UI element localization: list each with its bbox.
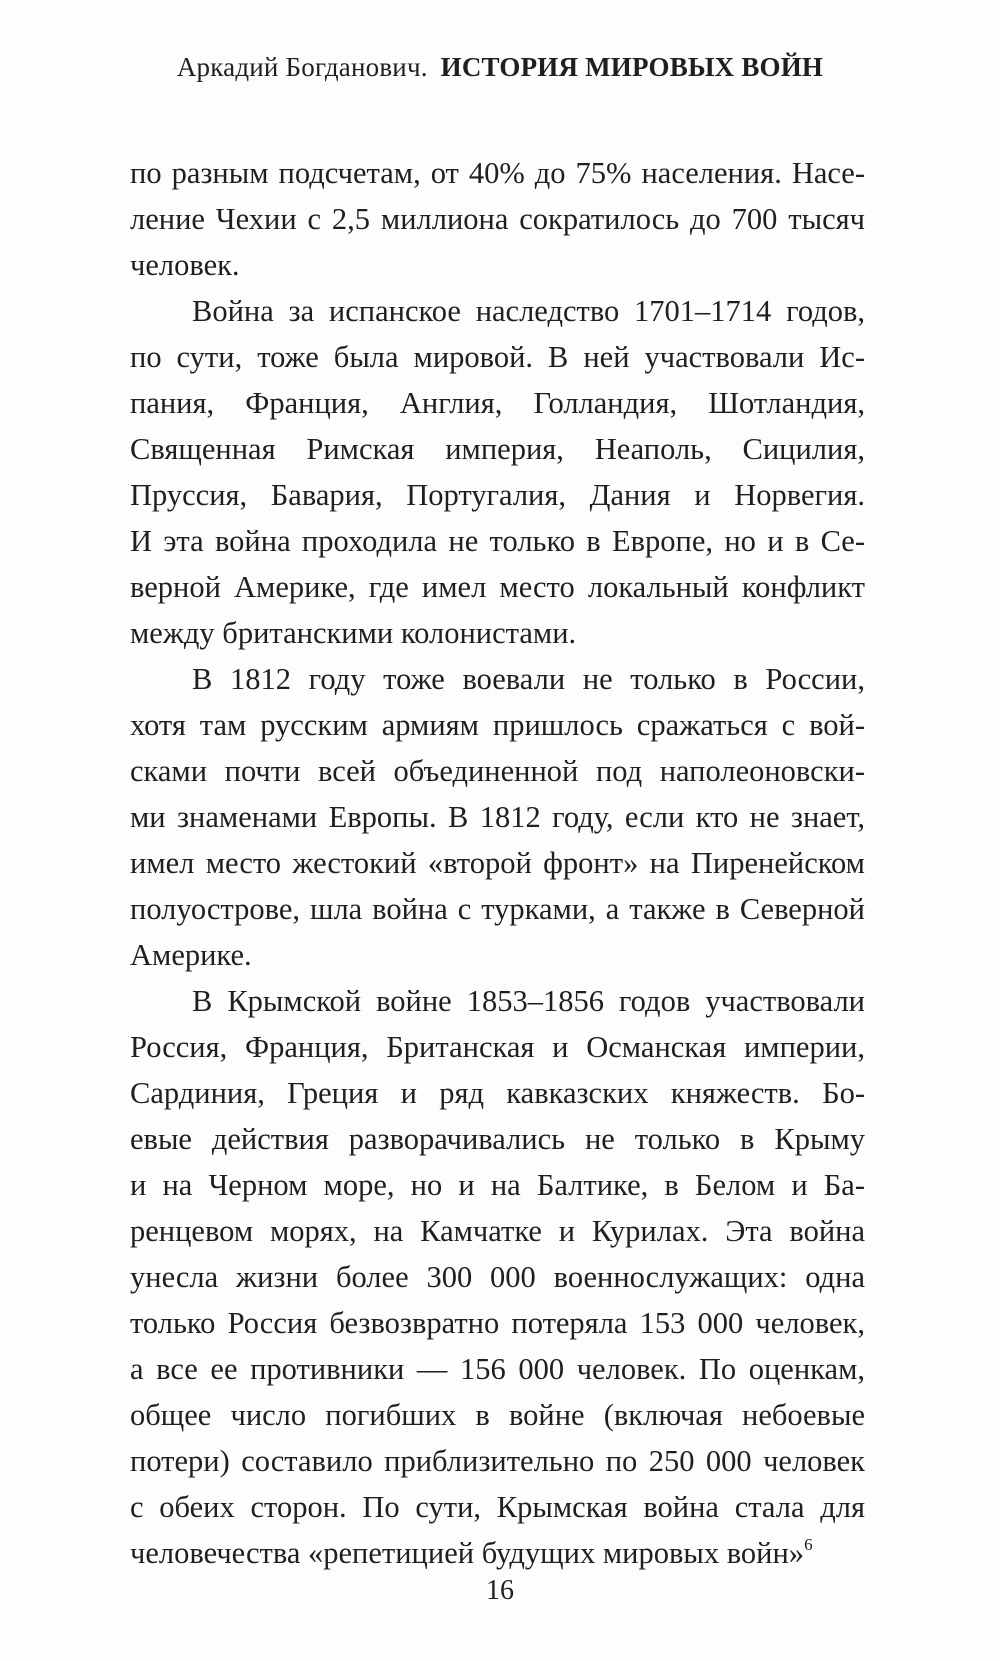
text-line xyxy=(130,1254,865,1300)
text-line xyxy=(130,1024,865,1070)
text-line xyxy=(130,840,865,886)
running-head xyxy=(0,52,1000,83)
text-line xyxy=(130,1346,865,1392)
text-line-content: человек. xyxy=(130,248,240,282)
text-line-content: общее число погибших в войне (включая небоевые xyxy=(130,1398,865,1432)
body-text xyxy=(130,150,865,1576)
text-line-content: с обеих сторон. По сути, Крымская война стала для xyxy=(130,1490,865,1524)
text-line-content: только Россия безвозвратно потеряла 153 000 человек, xyxy=(130,1306,865,1340)
text-line-content: ренцевом морях, на Камчатке и Курилах. Эта война xyxy=(130,1214,865,1248)
text-line xyxy=(130,1116,865,1162)
text-line-content: полуострове, шла война с турками, а также в Северной xyxy=(130,892,865,926)
text-line-content: Священная Римская империя, Неаполь, Сицилия, xyxy=(130,432,865,466)
text-line-content: сками почти всей объединенной под наполеоновски- xyxy=(130,754,865,788)
text-line xyxy=(130,978,865,1024)
page-number: 16 xyxy=(486,1575,514,1606)
text-line xyxy=(130,794,865,840)
text-line-content: В 1812 году тоже воевали не только в России, xyxy=(192,662,865,696)
text-line-content: Сардиния, Греция и ряд кавказских княжеств. Бо- xyxy=(130,1076,865,1110)
footnote-marker: 6 xyxy=(804,1534,813,1554)
text-line xyxy=(130,1530,865,1576)
text-line-content: верной Америке, где имел место локальный конфликт xyxy=(130,570,865,604)
text-line-content: пания, Франция, Англия, Голландия, Шотландия, xyxy=(130,386,865,420)
running-head-author: Аркадий Богданович. xyxy=(176,52,428,82)
text-line-content: и на Черном море, но и на Балтике, в Белом и Ба- xyxy=(130,1168,865,1202)
text-line-content: В Крымской войне 1853–1856 годов участвовали xyxy=(192,984,865,1018)
text-line-content: имел место жестокий «второй фронт» на Пиренейском xyxy=(130,846,865,880)
text-line xyxy=(130,472,865,518)
text-line-content: И эта война проходила не только в Европе, но и в Се- xyxy=(130,524,865,558)
text-line xyxy=(130,886,865,932)
text-line-content: Война за испанское наследство 1701–1714 годов, xyxy=(192,294,865,328)
text-line xyxy=(130,932,865,978)
text-line-content: хотя там русским армиям пришлось сражаться с вой- xyxy=(130,708,865,742)
text-line xyxy=(130,1162,865,1208)
text-line xyxy=(130,1070,865,1116)
text-line xyxy=(130,702,865,748)
text-line-content: Пруссия, Бавария, Португалия, Дания и Норвегия. xyxy=(130,478,865,512)
text-line-content: ми знаменами Европы. В 1812 году, если кто не знает, xyxy=(130,800,865,834)
text-line-content: Россия, Франция, Британская и Османская империи, xyxy=(130,1030,865,1064)
text-line-content: Америке. xyxy=(130,938,252,972)
text-line xyxy=(130,426,865,472)
text-line xyxy=(130,380,865,426)
text-line xyxy=(130,242,865,288)
text-line-content: между британскими колонистами. xyxy=(130,616,577,650)
text-line-content: по разным подсчетам, от 40% до 75% населения. Насе- xyxy=(130,156,865,190)
text-line xyxy=(130,288,865,334)
text-line-content: евые действия разворачивались не только в Крыму xyxy=(130,1122,865,1156)
text-line xyxy=(130,1484,865,1530)
text-line-content: а все ее противники — 156 000 человек. По оценкам, xyxy=(130,1352,865,1386)
text-line-content: потери) составило приблизительно по 250 000 человек xyxy=(130,1444,865,1478)
text-line xyxy=(130,656,865,702)
text-line xyxy=(130,748,865,794)
text-line-content: человечества «репетицией будущих мировых войн» xyxy=(130,1536,805,1570)
text-line xyxy=(130,1438,865,1484)
running-head-title: ИСТОРИЯ МИРОВЫХ ВОЙН xyxy=(440,52,824,82)
text-line xyxy=(130,564,865,610)
text-line xyxy=(130,1208,865,1254)
text-line xyxy=(130,334,865,380)
text-line xyxy=(130,1392,865,1438)
text-line xyxy=(130,196,865,242)
text-line-content: унесла жизни более 300 000 военнослужащих: одна xyxy=(130,1260,865,1294)
text-line-content: по сути, тоже была мировой. В ней участвовали Ис- xyxy=(130,340,865,374)
text-line-content: ление Чехии с 2,5 миллиона сократилось до 700 тысяч xyxy=(130,202,865,236)
text-line xyxy=(130,518,865,564)
text-line xyxy=(130,610,865,656)
text-line xyxy=(130,150,865,196)
text-line xyxy=(130,1300,865,1346)
